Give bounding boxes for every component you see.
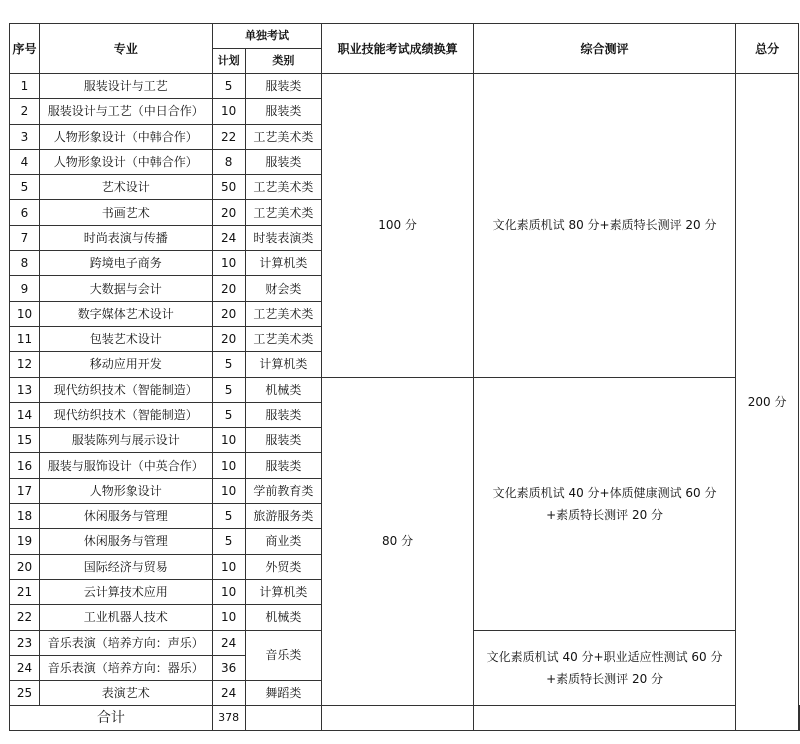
row-major: 人物形象设计（中韩合作） xyxy=(39,149,212,174)
row-category: 计算机类 xyxy=(245,251,322,276)
row-category: 外贸类 xyxy=(245,554,322,579)
row-major: 移动应用开发 xyxy=(39,352,212,377)
row-plan: 20 xyxy=(212,200,245,225)
row-index: 15 xyxy=(10,428,40,453)
row-index: 22 xyxy=(10,605,40,630)
music-category: 音乐类 xyxy=(245,630,322,681)
row-plan: 10 xyxy=(212,579,245,604)
row-major: 艺术设计 xyxy=(39,175,212,200)
row-category: 商业类 xyxy=(245,529,322,554)
row-category: 工艺美术类 xyxy=(245,326,322,351)
row-plan: 10 xyxy=(212,605,245,630)
row-category: 计算机类 xyxy=(245,579,322,604)
total-empty-score xyxy=(799,706,800,731)
row-index: 25 xyxy=(10,681,40,706)
comprehensive-group-3-line-2: +素质特长测评 20 分 xyxy=(546,671,664,686)
header-category: 类别 xyxy=(245,49,322,74)
total-empty-comprehensive xyxy=(473,706,735,731)
row-plan: 20 xyxy=(212,326,245,351)
row-category: 旅游服务类 xyxy=(245,504,322,529)
table-row xyxy=(10,377,800,402)
row-plan: 10 xyxy=(212,99,245,124)
row-major: 人物形象设计 xyxy=(39,478,212,503)
header-total: 总分 xyxy=(736,24,799,74)
row-category: 服装类 xyxy=(245,402,322,427)
total-score: 200 分 xyxy=(736,74,799,731)
row-major: 服装与服饰设计（中英合作） xyxy=(39,453,212,478)
row-major: 大数据与会计 xyxy=(39,276,212,301)
row-index: 24 xyxy=(10,655,40,680)
row-index: 2 xyxy=(10,99,40,124)
row-plan: 10 xyxy=(212,478,245,503)
row-index: 9 xyxy=(10,276,40,301)
row-index: 20 xyxy=(10,554,40,579)
row-category: 财会类 xyxy=(245,276,322,301)
row-plan: 5 xyxy=(212,504,245,529)
row-major: 服装设计与工艺（中日合作） xyxy=(39,99,212,124)
row-plan: 24 xyxy=(212,225,245,250)
vocational-score-group-2: 80 分 xyxy=(322,377,474,706)
row-major: 现代纺织技术（智能制造） xyxy=(39,402,212,427)
header-comprehensive: 综合测评 xyxy=(473,24,735,74)
row-category: 舞蹈类 xyxy=(245,681,322,706)
row-index: 3 xyxy=(10,124,40,149)
header-plan: 计划 xyxy=(212,49,245,74)
row-index: 10 xyxy=(10,301,40,326)
comprehensive-group-3-line-1: 文化素质机试 40 分+职业适应性测试 60 分 xyxy=(486,649,723,664)
row-index: 18 xyxy=(10,504,40,529)
row-major: 表演艺术 xyxy=(39,681,212,706)
row-category: 工艺美术类 xyxy=(245,124,322,149)
row-category: 服装类 xyxy=(245,149,322,174)
total-row xyxy=(10,706,800,731)
row-index: 21 xyxy=(10,579,40,604)
row-major: 人物形象设计（中韩合作） xyxy=(39,124,212,149)
row-plan: 10 xyxy=(212,251,245,276)
row-plan: 10 xyxy=(212,428,245,453)
row-major: 音乐表演（培养方向：声乐） xyxy=(39,630,212,655)
row-plan: 10 xyxy=(212,554,245,579)
row-index: 4 xyxy=(10,149,40,174)
row-index: 11 xyxy=(10,326,40,351)
row-major: 包装艺术设计 xyxy=(39,326,212,351)
row-category: 工艺美术类 xyxy=(245,175,322,200)
row-index: 13 xyxy=(10,377,40,402)
row-index: 16 xyxy=(10,453,40,478)
table-row xyxy=(10,74,800,99)
header-vocational: 职业技能考试成绩换算 xyxy=(322,24,474,74)
comprehensive-group-3 xyxy=(473,630,735,706)
row-category: 服装类 xyxy=(245,74,322,99)
row-index: 23 xyxy=(10,630,40,655)
row-category: 机械类 xyxy=(245,605,322,630)
comprehensive-group-1: 文化素质机试 80 分+素质特长测评 20 分 xyxy=(473,74,735,378)
row-plan: 8 xyxy=(212,149,245,174)
row-major: 现代纺织技术（智能制造） xyxy=(39,377,212,402)
row-major: 云计算技术应用 xyxy=(39,579,212,604)
row-major: 工业机器人技术 xyxy=(39,605,212,630)
row-category: 机械类 xyxy=(245,377,322,402)
header-exam: 单独考试 xyxy=(212,24,322,49)
header-major: 专业 xyxy=(39,24,212,74)
row-index: 19 xyxy=(10,529,40,554)
row-plan: 22 xyxy=(212,124,245,149)
row-plan: 10 xyxy=(212,453,245,478)
row-plan: 5 xyxy=(212,402,245,427)
row-plan: 5 xyxy=(212,74,245,99)
total-label: 合计 xyxy=(10,706,213,731)
total-empty-category xyxy=(245,706,322,731)
row-major: 国际经济与贸易 xyxy=(39,554,212,579)
row-category: 服装类 xyxy=(245,99,322,124)
row-index: 14 xyxy=(10,402,40,427)
vocational-score-group-1: 100 分 xyxy=(322,74,474,378)
row-index: 5 xyxy=(10,175,40,200)
row-index: 8 xyxy=(10,251,40,276)
row-index: 6 xyxy=(10,200,40,225)
row-major: 服装陈列与展示设计 xyxy=(39,428,212,453)
admission-table xyxy=(9,23,800,731)
row-major: 服装设计与工艺 xyxy=(39,74,212,99)
row-category: 服装类 xyxy=(245,428,322,453)
row-category: 学前教育类 xyxy=(245,478,322,503)
row-category: 计算机类 xyxy=(245,352,322,377)
row-plan: 24 xyxy=(212,681,245,706)
row-major: 时尚表演与传播 xyxy=(39,225,212,250)
row-plan: 20 xyxy=(212,276,245,301)
row-plan: 5 xyxy=(212,377,245,402)
row-major: 休闲服务与管理 xyxy=(39,504,212,529)
row-plan: 20 xyxy=(212,301,245,326)
row-major: 音乐表演（培养方向：器乐） xyxy=(39,655,212,680)
comprehensive-group-2-line-1: 文化素质机试 40 分+体质健康测试 60 分 xyxy=(492,485,717,500)
row-major: 书画艺术 xyxy=(39,200,212,225)
row-plan: 24 xyxy=(212,630,245,655)
row-major: 数字媒体艺术设计 xyxy=(39,301,212,326)
header-row-1 xyxy=(10,24,800,49)
row-index: 12 xyxy=(10,352,40,377)
row-category: 服装类 xyxy=(245,453,322,478)
row-plan: 5 xyxy=(212,529,245,554)
admission-table-wrapper xyxy=(9,23,800,731)
row-plan: 36 xyxy=(212,655,245,680)
row-major: 休闲服务与管理 xyxy=(39,529,212,554)
row-index: 7 xyxy=(10,225,40,250)
comprehensive-group-2 xyxy=(473,377,735,630)
row-plan: 50 xyxy=(212,175,245,200)
row-index: 17 xyxy=(10,478,40,503)
row-category: 工艺美术类 xyxy=(245,301,322,326)
total-plan: 378 xyxy=(212,706,245,731)
row-major: 跨境电子商务 xyxy=(39,251,212,276)
comprehensive-group-2-line-2: +素质特长测评 20 分 xyxy=(546,507,664,522)
row-category: 时装表演类 xyxy=(245,225,322,250)
total-empty-vocational xyxy=(322,706,474,731)
header-index: 序号 xyxy=(10,24,40,74)
row-plan: 5 xyxy=(212,352,245,377)
row-category: 工艺美术类 xyxy=(245,200,322,225)
row-index: 1 xyxy=(10,74,40,99)
